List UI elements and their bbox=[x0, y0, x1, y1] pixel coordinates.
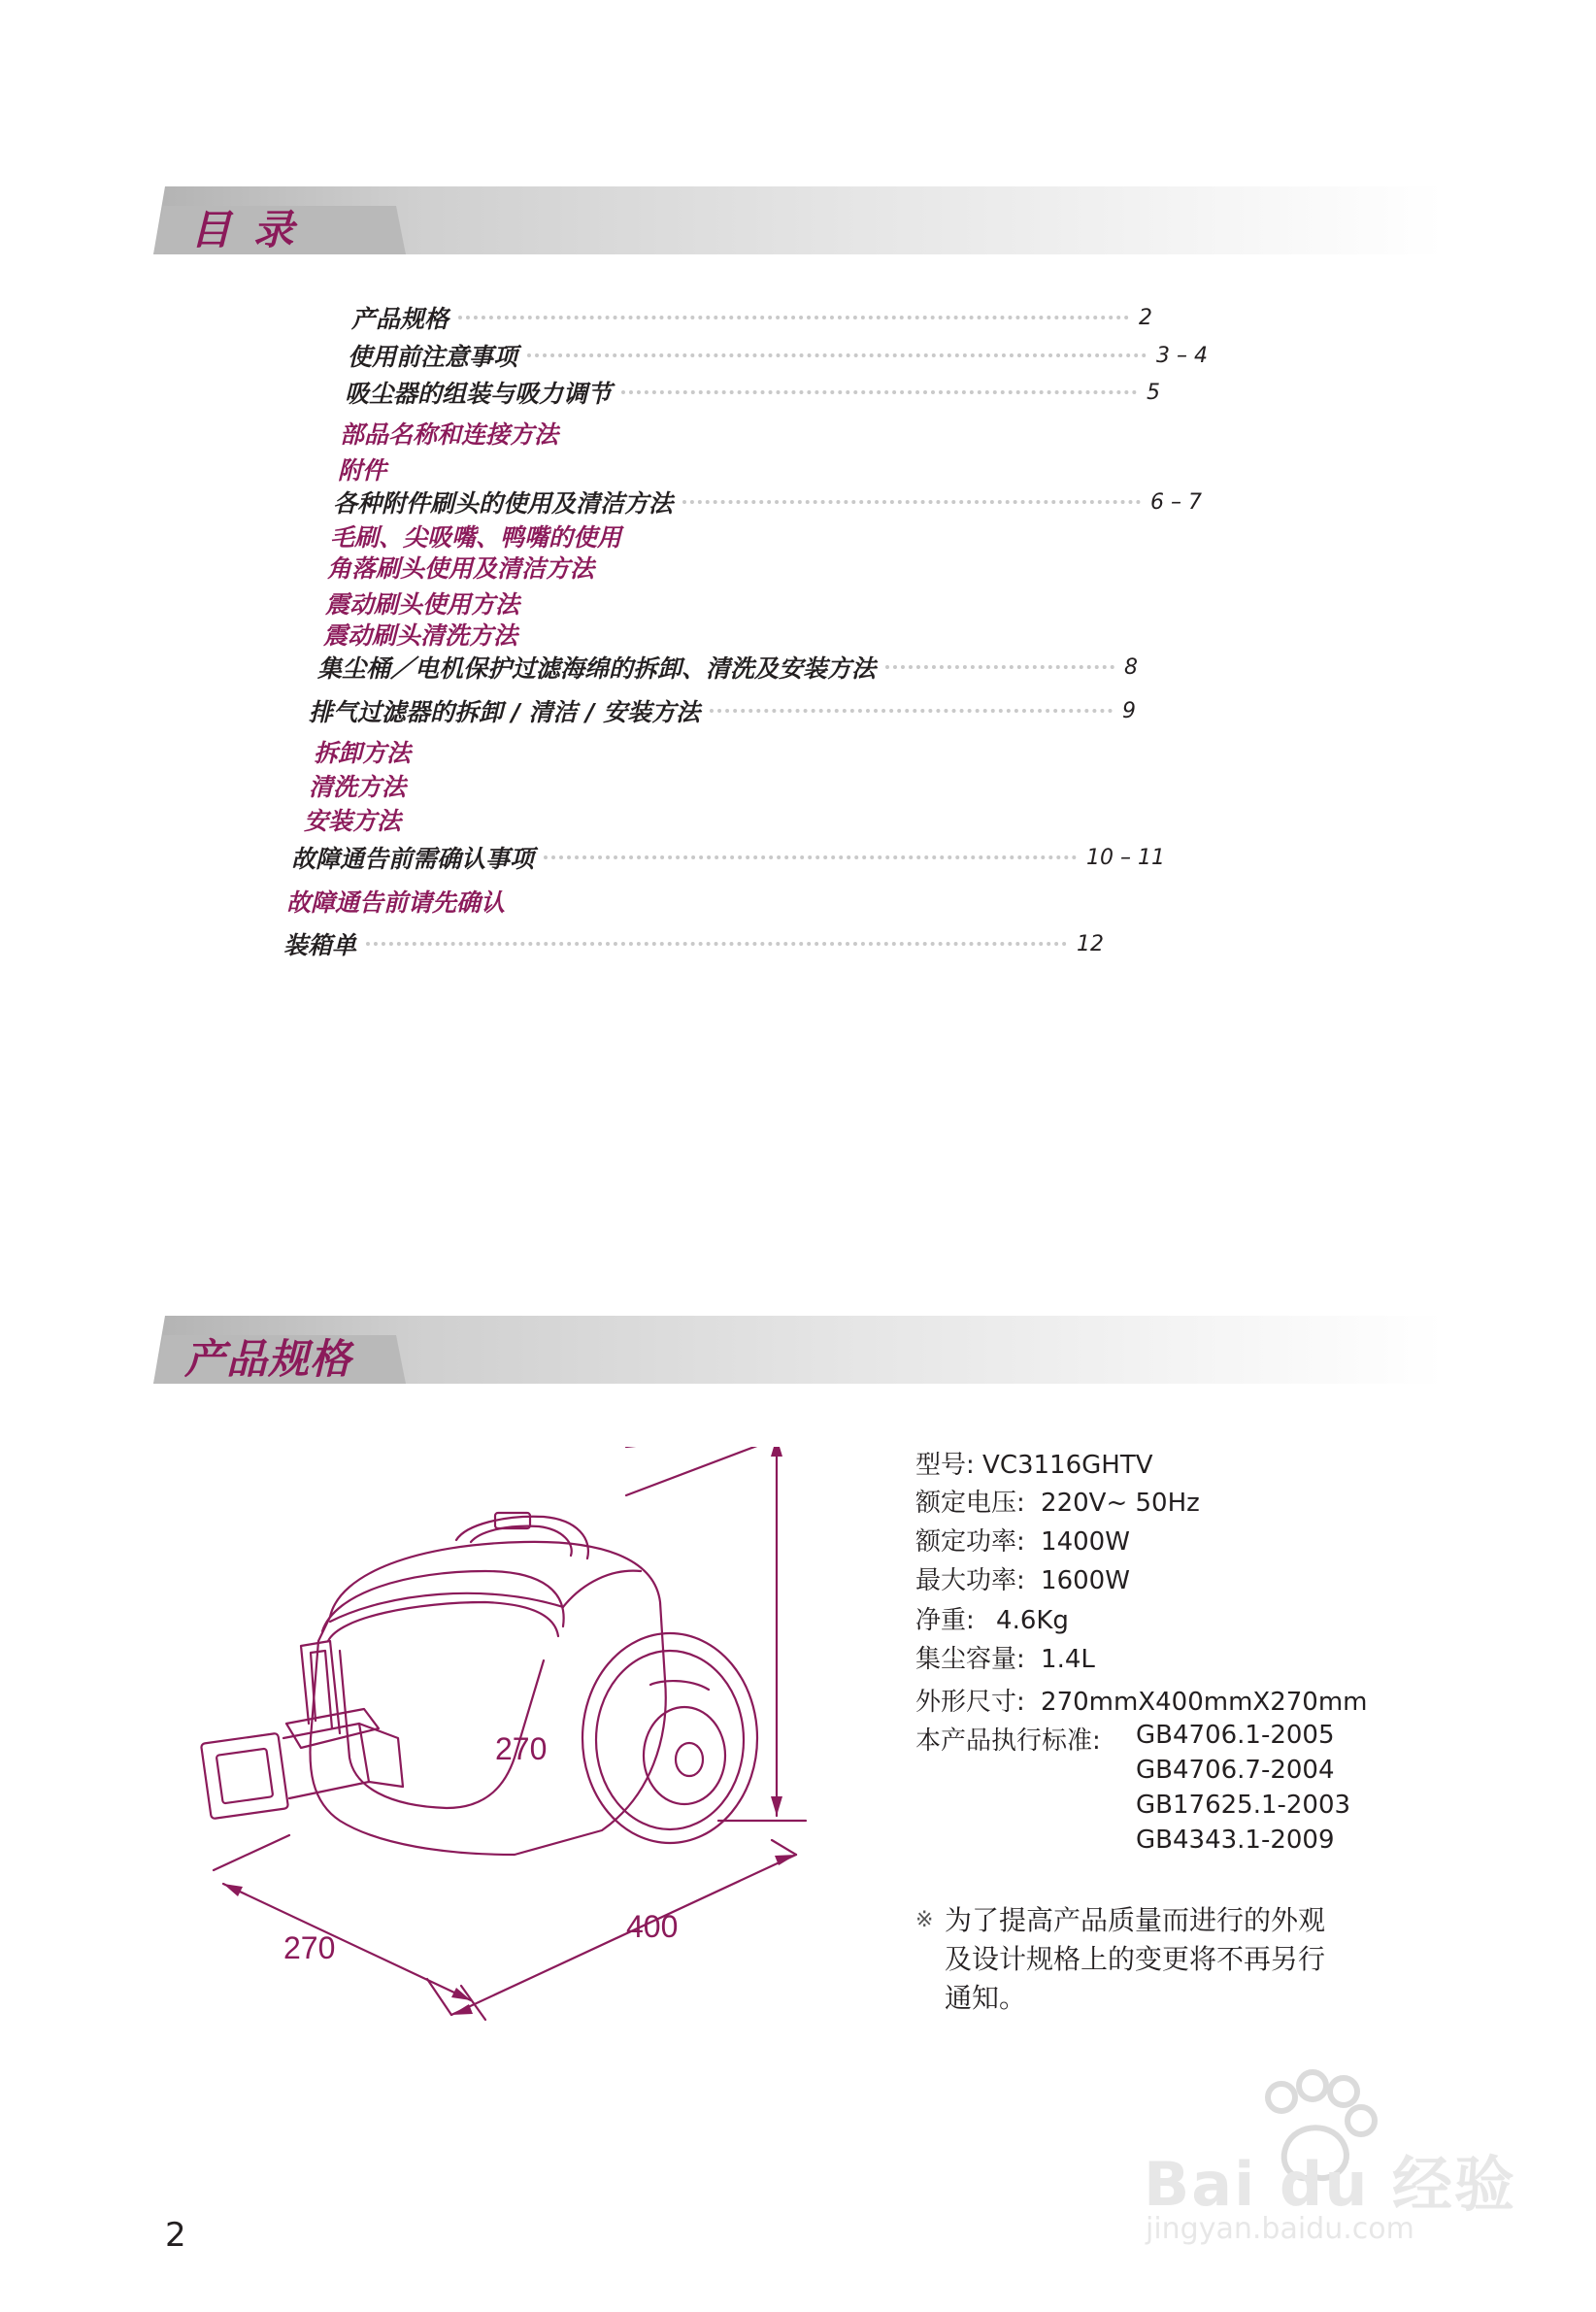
toc-leader-dots bbox=[682, 500, 1141, 504]
spec-item bbox=[915, 1483, 1200, 1519]
spec-value: 1400W bbox=[1041, 1527, 1130, 1557]
spec-label: 额定电压: bbox=[915, 1489, 1025, 1518]
spec-value: VC3116GHTV bbox=[982, 1451, 1153, 1480]
toc-entry[interactable] bbox=[291, 841, 1165, 874]
note-line: 为了提高产品质量而进行的外观 bbox=[945, 1904, 1326, 1936]
toc-entry-label: 产品规格 bbox=[351, 305, 449, 333]
toc-entry-page: 2 bbox=[1139, 305, 1152, 330]
wheel bbox=[582, 1633, 757, 1843]
toc-subentry[interactable]: 部品名称和连接方法 bbox=[340, 420, 559, 449]
toc-entry[interactable] bbox=[309, 694, 1136, 727]
vacuum-handle bbox=[201, 1641, 403, 1819]
vacuum-body bbox=[310, 1513, 709, 1855]
toc-entry-page: 10 – 11 bbox=[1086, 845, 1165, 870]
spec-label: 外形尺寸: bbox=[915, 1688, 1025, 1717]
baidu-watermark bbox=[1136, 2068, 1517, 2253]
dimension-height-label: 270 bbox=[495, 1731, 548, 1766]
toc-leader-dots bbox=[621, 390, 1137, 394]
toc-leader-dots bbox=[885, 665, 1114, 669]
toc-subentry[interactable]: 震动刷头清洗方法 bbox=[323, 621, 518, 650]
spec-value: 1600W bbox=[1041, 1566, 1130, 1595]
spec-item bbox=[915, 1682, 1368, 1718]
spec-standard: GB17625.1-2003 bbox=[1136, 1791, 1351, 1820]
note-mark: ※ bbox=[915, 1908, 934, 1932]
spec-item bbox=[915, 1445, 1153, 1481]
toc-entry-label: 排气过滤器的拆卸 / 清洁 / 安装方法 bbox=[309, 698, 701, 726]
toc-leader-dots bbox=[710, 709, 1113, 713]
toc-entry-page: 9 bbox=[1122, 698, 1136, 723]
note-line: 通知。 bbox=[945, 1982, 1027, 2014]
note-line: 及设计规格上的变更将不再另行 bbox=[945, 1943, 1326, 1975]
spec-value: 270mmX400mmX270mm bbox=[1041, 1688, 1368, 1717]
toc-entry-page: 3 – 4 bbox=[1156, 343, 1208, 368]
toc-entry-page: 6 – 7 bbox=[1150, 489, 1202, 515]
toc-banner bbox=[153, 186, 1445, 254]
toc-subentry[interactable]: 角落刷头使用及清洁方法 bbox=[327, 554, 595, 583]
toc-entry-label: 吸尘器的组装与吸力调节 bbox=[345, 380, 613, 408]
spec-standard: GB4706.1-2005 bbox=[1136, 1721, 1335, 1750]
spec-standard: GB4706.7-2004 bbox=[1136, 1756, 1335, 1785]
spec-label: 额定功率: bbox=[915, 1527, 1025, 1557]
spec-standard-label: 本产品执行标准: bbox=[915, 1726, 1101, 1756]
watermark-brand: Bai du 经验 bbox=[1144, 2149, 1517, 2220]
toc-entry[interactable] bbox=[345, 376, 1160, 409]
watermark-url: jingyan.baidu.com bbox=[1146, 2212, 1414, 2246]
dimension-line bbox=[223, 1884, 471, 2000]
dimension-width-label: 270 bbox=[283, 1930, 336, 1965]
dimension-line bbox=[461, 1986, 485, 2020]
toc-entry-page: 5 bbox=[1147, 380, 1160, 405]
toc-subentry[interactable]: 清洗方法 bbox=[309, 773, 407, 801]
toc-subentry[interactable]: 拆卸方法 bbox=[314, 739, 412, 767]
toc-entry-label: 装箱单 bbox=[283, 931, 357, 959]
toc-title: 目 录 bbox=[190, 206, 298, 253]
spec-item bbox=[915, 1600, 1069, 1636]
vacuum-cleaner-diagram bbox=[194, 1447, 893, 2088]
spec-label: 型号: bbox=[915, 1451, 975, 1480]
toc-entry[interactable] bbox=[317, 651, 1138, 684]
toc-leader-dots bbox=[366, 942, 1067, 946]
page-number: 2 bbox=[165, 2216, 186, 2255]
dimension-line bbox=[451, 1855, 796, 2015]
toc-entry-page: 8 bbox=[1124, 654, 1138, 680]
spec-standard: GB4343.1-2009 bbox=[1136, 1826, 1335, 1855]
spec-label: 净重: bbox=[915, 1606, 975, 1635]
toc-entry[interactable] bbox=[348, 339, 1208, 372]
spec-note bbox=[915, 1901, 1325, 2018]
toc-entry-label: 故障通告前需确认事项 bbox=[291, 845, 535, 873]
spec-label: 最大功率: bbox=[915, 1566, 1025, 1595]
toc-entry-label: 集尘桶／电机保护过滤海绵的拆卸、清洗及安装方法 bbox=[317, 654, 877, 683]
toc-leader-dots bbox=[527, 353, 1147, 357]
toc-subentry[interactable]: 安装方法 bbox=[304, 807, 402, 835]
specs-banner bbox=[153, 1316, 1445, 1384]
toc-leader-dots bbox=[544, 855, 1077, 859]
spec-item bbox=[915, 1560, 1130, 1596]
toc-subentry[interactable]: 震动刷头使用方法 bbox=[325, 590, 520, 619]
spec-item bbox=[915, 1522, 1130, 1558]
toc-entry-label: 各种附件刷头的使用及清洁方法 bbox=[333, 489, 674, 518]
toc-entry-page: 12 bbox=[1077, 931, 1104, 956]
dimension-line bbox=[214, 1835, 289, 1870]
dimension-line bbox=[772, 1840, 796, 1855]
toc-entry[interactable] bbox=[283, 927, 1104, 960]
spec-value: 1.4L bbox=[1041, 1645, 1095, 1674]
toc-subentry[interactable]: 毛刷、尖吸嘴、鸭嘴的使用 bbox=[330, 523, 622, 552]
specs-title: 产品规格 bbox=[184, 1335, 352, 1383]
dimension-length-label: 400 bbox=[626, 1909, 679, 1944]
toc-entry[interactable] bbox=[333, 486, 1202, 519]
toc-subentry[interactable]: 故障通告前请先确认 bbox=[286, 888, 506, 917]
spec-label: 集尘容量: bbox=[915, 1645, 1025, 1674]
spec-item bbox=[915, 1639, 1095, 1675]
toc-subentry[interactable]: 附件 bbox=[338, 456, 387, 485]
spec-value: 4.6Kg bbox=[996, 1606, 1069, 1635]
spec-value: 220V~ 50Hz bbox=[1041, 1489, 1200, 1518]
toc-leader-dots bbox=[458, 316, 1129, 319]
toc-entry[interactable] bbox=[351, 301, 1152, 334]
toc-entry-label: 使用前注意事项 bbox=[348, 343, 518, 371]
